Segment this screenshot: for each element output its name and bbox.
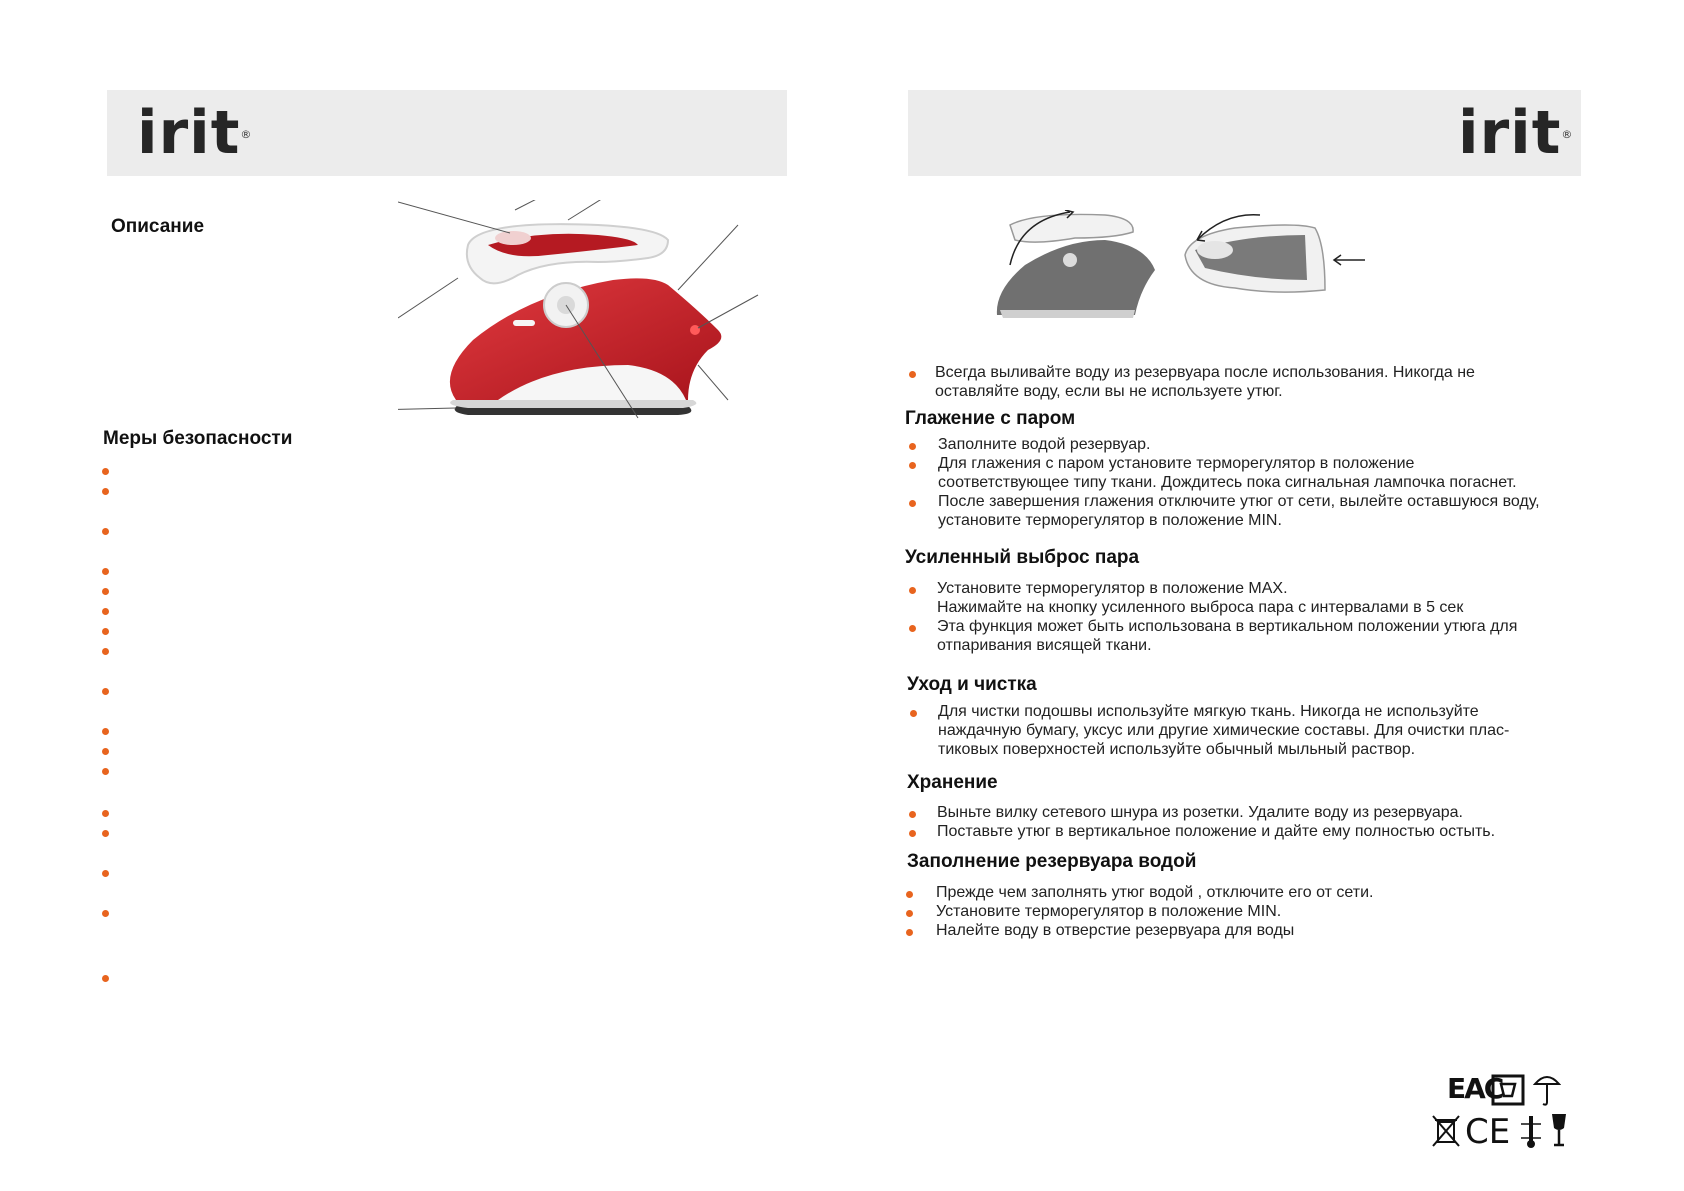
safety-heading: Меры безопасности [103,428,293,449]
filling-bullet [906,891,913,898]
storage-line-1: Выньте вилку сетевого шнура из розетки. Удалите воду из резервуара. [937,804,1463,821]
storage-bullet [909,830,916,837]
fragile-handle-icon [1491,1074,1525,1106]
storage-line-2: Поставьте утюг в вертикальное положение и дайте ему полностью остыть. [937,823,1496,840]
filling-heading: Заполнение резервуара водой [907,851,1197,872]
filling-line-1: Прежде чем заполнять утюг водой , отключите его от сети. [936,884,1374,901]
burst-line-4: отпаривания висящей ткани. [937,637,1152,654]
burst-line-2: Нажимайте на кнопку усиленного выброса пара с интервалами в 5 сек [937,599,1464,616]
iron-folding-illustration [995,210,1375,325]
care-line-3: тиковых поверхностей используйте обычный мыльный раствор. [938,741,1416,758]
safety-bullet [102,768,109,775]
steam-bullet [909,462,916,469]
ce-mark-icon: CE [1465,1112,1511,1152]
temperature-limit-icon [1517,1114,1545,1150]
storage-bullet [909,811,916,818]
filling-bullet [906,910,913,917]
safety-bullet [102,588,109,595]
safety-bullet [102,910,109,917]
safety-bullet [102,975,109,982]
safety-bullet [102,728,109,735]
filling-bullet [906,929,913,936]
care-line-1: Для чистки подошвы используйте мягкую ткань. Никогда не используйте [938,703,1479,720]
safety-bullet [102,468,109,475]
right-brand-logo [1458,98,1574,168]
safety-bullet [102,608,109,615]
steam-line-4: После завершения глажения отключите утюг от сети, вылейте оставшуюся воду, [938,493,1540,510]
right-registered-mark: ® [1561,128,1574,141]
safety-bullet [102,830,109,837]
intro-bullet [909,371,916,378]
eac-mark-icon: EAC [1447,1072,1503,1105]
burst-line-3: Эта функция может быть использована в вертикальном положении утюга для [937,618,1518,635]
fragile-glass-icon [1549,1112,1569,1148]
safety-bullet [102,528,109,535]
safety-bullet [102,870,109,877]
left-registered-mark: ® [240,128,253,141]
burst-bullet [909,625,916,632]
safety-bullet [102,748,109,755]
keep-dry-icon [1533,1072,1561,1108]
storage-heading: Хранение [907,772,998,793]
safety-bullet [102,810,109,817]
care-bullet [910,710,917,717]
steam-line-3: соответствующее типу ткани. Дождитесь пока сигнальная лампочка погаснет. [938,474,1517,491]
steam-bullet [909,500,916,507]
right-logo-text: irit [1458,98,1562,168]
steam-heading: Глажение с паром [905,408,1076,429]
steam-line-5: установите терморегулятор в положение MIN. [938,512,1282,529]
filling-line-2: Установите терморегулятор в положение MIN. [936,903,1282,920]
steam-bullet [909,443,916,450]
intro-line-2: оставляйте воду, если вы не используете утюг. [935,383,1283,400]
iron-illustration [398,200,798,425]
steam-line-2: Для глажения с паром установите терморегулятор в положение [938,455,1415,472]
steam-line-1: Заполните водой резервуар. [938,436,1151,453]
description-heading: Описание [111,216,205,237]
certification-marks [1425,1070,1575,1154]
left-logo-text: irit [137,98,241,168]
safety-bullet [102,648,109,655]
safety-bullet [102,688,109,695]
weee-bin-icon [1431,1114,1461,1148]
care-line-2: наждачную бумагу, уксус или другие химические составы. Для очистки плас- [938,722,1510,739]
burst-line-1: Установите терморегулятор в положение MAX. [937,580,1288,597]
care-heading: Уход и чистка [907,674,1037,695]
filling-line-3: Налейте воду в отверстие резервуара для воды [936,922,1295,939]
safety-bullet [102,568,109,575]
left-brand-logo [137,98,253,168]
safety-bullet [102,488,109,495]
burst-bullet [909,587,916,594]
safety-bullet [102,628,109,635]
intro-line-1: Всегда выливайте воду из резервуара после использования. Никогда не [935,364,1475,381]
burst-heading: Усиленный выброс пара [905,547,1140,568]
